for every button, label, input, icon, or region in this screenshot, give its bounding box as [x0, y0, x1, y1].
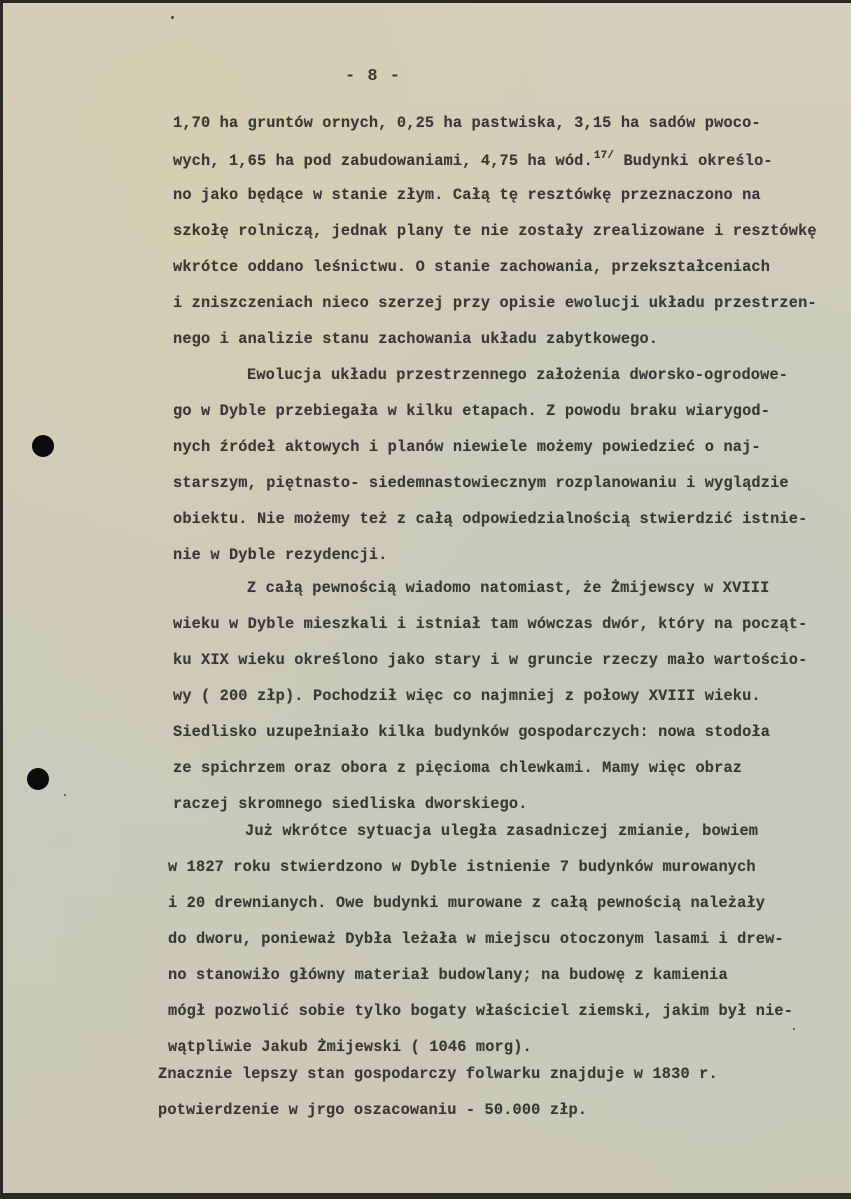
- text-line: wy ( 200 złp). Pochodził więc co najmniej z połowy XVIII wieku.: [173, 687, 761, 705]
- speck: [171, 16, 174, 19]
- text-line: obiektu. Nie możemy też z całą odpowiedzialnością stwierdzić istnie-: [173, 510, 808, 528]
- text-line: w 1827 roku stwierdzono w Dyble istnienie 7 budynków murowanych: [168, 858, 756, 876]
- footnote-marker: 17/: [593, 150, 615, 162]
- text-line: wieku w Dyble mieszkali i istniał tam wówczas dwór, który na począt-: [173, 615, 808, 633]
- text-line: starszym, piętnasto- siedemnastowiecznym rozplanowaniu i wyglądzie: [173, 474, 789, 492]
- text-line: wkrótce oddano leśnictwu. O stanie zachowania, przekształceniach: [173, 258, 771, 276]
- text-line: Ewolucja układu przestrzennego założenia dworsko-ogrodowe-: [247, 366, 789, 384]
- text-line: potwierdzenie w jrgo oszacowaniu - 50.000 złp.: [158, 1101, 588, 1119]
- text-fragment: wych, 1,65 ha pod zabudowaniami, 4,75 ha wód.: [173, 152, 593, 170]
- speck: [793, 1028, 795, 1030]
- text-fragment: Budynki określo-: [623, 152, 773, 170]
- page-number: - 8 -: [345, 67, 402, 86]
- text-line: szkołę rolniczą, jednak plany te nie zostały zrealizowane i resztówkę: [173, 222, 817, 240]
- text-line: mógł pozwolić sobie tylko bogaty właściciel ziemski, jakim był nie-: [168, 1002, 794, 1020]
- text-line: i zniszczeniach nieco szerzej przy opisie ewolucji układu przestrzen-: [173, 294, 817, 312]
- text-line: no jako będące w stanie złym. Całą tę resztówkę przeznaczono na: [173, 186, 761, 204]
- text-line: Siedlisko uzupełniało kilka budynków gospodarczych: nowa stodoła: [173, 723, 771, 741]
- speck: [64, 794, 66, 796]
- text-line: nych źródeł aktowych i planów niewiele możemy powiedzieć o naj-: [173, 438, 761, 456]
- document-page: [3, 3, 851, 1193]
- text-line: no stanowiło główny materiał budowlany; na budowę z kamienia: [168, 966, 728, 984]
- text-line: ku XIX wieku określono jako stary i w gruncie rzeczy mało wartościo-: [173, 651, 808, 669]
- text-line: Znacznie lepszy stan gospodarczy folwarku znajduje w 1830 r.: [158, 1065, 718, 1083]
- text-line: i 20 drewnianych. Owe budynki murowane z całą pewnością należały: [168, 894, 766, 912]
- text-line: Z całą pewnością wiadomo natomiast, że Żmijewscy w XVIII: [247, 579, 770, 597]
- text-line: nego i analizie stanu zachowania układu zabytkowego.: [173, 330, 659, 348]
- text-line: nie w Dyble rezydencji.: [173, 546, 388, 564]
- text-line: do dworu, ponieważ Dybła leżała w miejscu otoczonym lasami i drew-: [168, 930, 784, 948]
- text-line: wątpliwie Jakub Żmijewski ( 1046 morg).: [168, 1038, 532, 1056]
- text-line: go w Dyble przebiegała w kilku etapach. Z powodu braku wiarygod-: [173, 402, 771, 420]
- text-line: [173, 150, 773, 170]
- text-line: raczej skromnego siedliska dworskiego.: [173, 795, 528, 813]
- punch-hole-bottom: [27, 768, 49, 790]
- text-line: Już wkrótce sytuacja uległa zasadniczej zmianie, bowiem: [245, 822, 759, 840]
- punch-hole-top: [32, 435, 54, 457]
- text-line: ze spichrzem oraz obora z pięcioma chlewkami. Mamy więc obraz: [173, 759, 743, 777]
- text-line: 1,70 ha gruntów ornych, 0,25 ha pastwiska, 3,15 ha sadów pwoco-: [173, 114, 761, 132]
